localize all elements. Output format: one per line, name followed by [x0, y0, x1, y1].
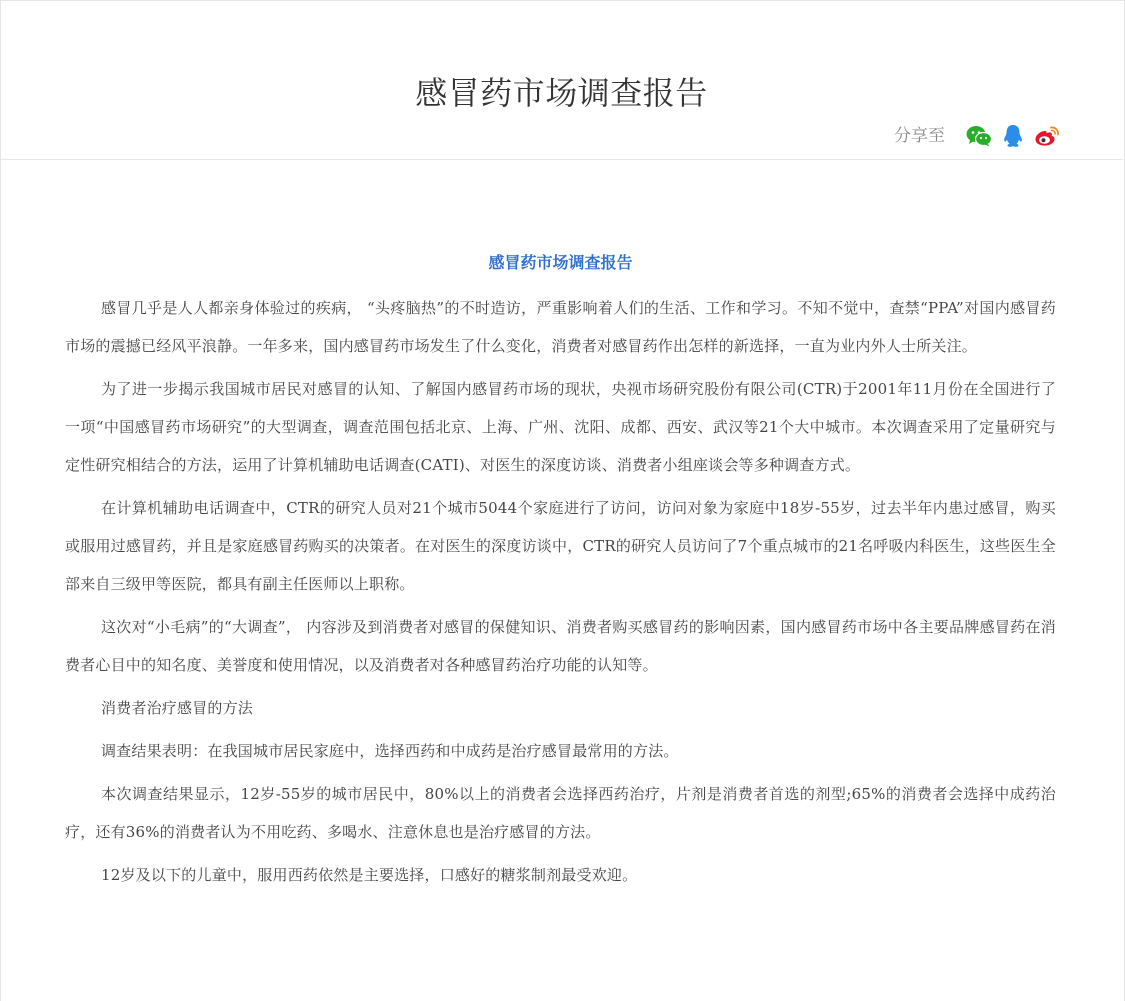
paragraph: 这次对“小毛病”的“大调查”， 内容涉及到消费者对感冒的保健知识、消费者购买感冒药的影响因素，国内感冒药市场中各主要品牌感冒药在消费者心目中的知名度、美誉度和使用情况，以及消费者对各种感冒药治疗功能的认知等。	[65, 618, 1056, 674]
paragraph: 12岁及以下的儿童中，服用西药依然是主要选择，口感好的糖浆制剂最受欢迎。	[101, 866, 638, 884]
article-body	[65, 250, 1056, 899]
paragraph: 感冒几乎是人人都亲身体验过的疾病， “头疼脑热”的不时造访，严重影响着人们的生活、工作和学习。不知不觉中，查禁“PPA”对国内感冒药市场的震撼已经风平浪静。一年多来，国内感冒药市场发生了什么变化，消费者对感冒药作出怎样的新选择，一直为业内外人士所关注。	[65, 299, 1056, 355]
share-bar	[894, 121, 1061, 151]
article-title: 感冒药市场调查报告	[488, 253, 633, 272]
section-heading: 消费者治疗感冒的方法	[101, 699, 254, 717]
weibo-icon[interactable]	[1033, 122, 1061, 150]
share-label: 分享至	[894, 126, 945, 146]
qq-icon[interactable]	[999, 122, 1027, 150]
page-title: 感冒药市场调查报告	[415, 74, 708, 113]
paragraph: 调查结果表明：在我国城市居民家庭中，选择西药和中成药是治疗感冒最常用的方法。	[101, 742, 679, 760]
article-header	[0, 0, 1123, 160]
paragraph: 本次调查结果显示，12岁-55岁的城市居民中，80%以上的消费者会选择西药治疗，片剂是消费者首选的剂型;65%的消费者会选择中成药治疗，还有36%的消费者认为不用吃药、多喝水、注意休息也是治疗感冒的方法。	[65, 785, 1056, 841]
paragraph: 为了进一步揭示我国城市居民对感冒的认知、了解国内感冒药市场的现状，央视市场研究股份有限公司(CTR)于2001年11月份在全国进行了一项“中国感冒药市场研究”的大型调查，调查范围包括北京、上海、广州、沈阳、成都、西安、武汉等21个大中城市。本次调查采用了定量研究与定性研究相结合的方法，运用了计算机辅助电话调查(CATI)、对医生的深度访谈、消费者小组座谈会等多种调查方式。	[65, 380, 1056, 474]
paragraph: 在计算机辅助电话调查中，CTR的研究人员对21个城市5044个家庭进行了访问，访问对象为家庭中18岁-55岁，过去半年内患过感冒，购买或服用过感冒药，并且是家庭感冒药购买的决策者。在对医生的深度访谈中，CTR的研究人员访问了7个重点城市的21名呼吸内科医生，这些医生全部来自三级甲等医院，都具有副主任医师以上职称。	[65, 499, 1057, 593]
wechat-icon[interactable]	[965, 122, 993, 150]
